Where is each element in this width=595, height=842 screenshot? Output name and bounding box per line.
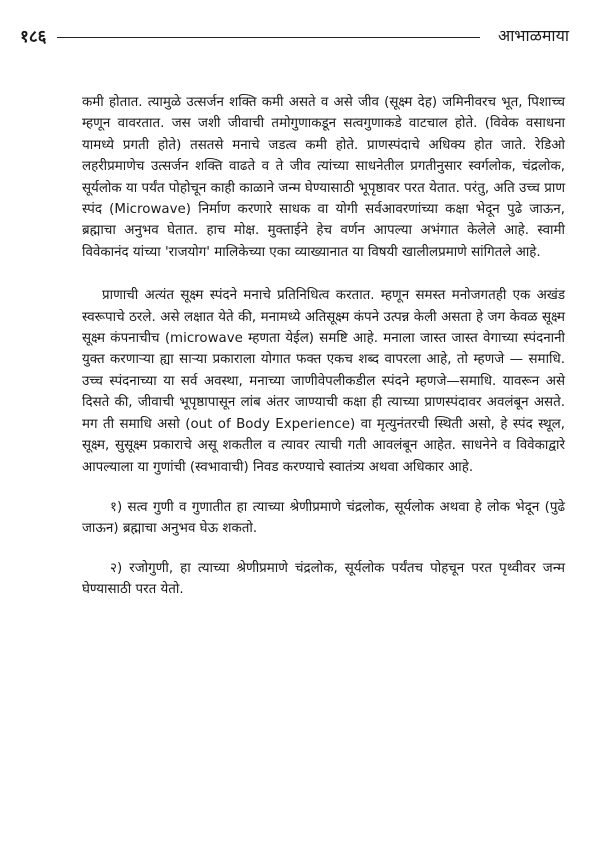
page-body: [82, 92, 565, 601]
page-number: १८६: [20, 26, 47, 47]
running-title: आभाळमाया: [497, 26, 569, 45]
body-paragraph: कमी होतात. त्यामुळे उत्सर्जन शक्ति कमी असते व असे जीव (सूक्ष्म देह) जमिनीवरच भूत, पिशाच्च म्हणून वावरतात. जस जशी जीवाची तमोगुणाकडून सत्वगुणाकडे वाटचाल होते. (विवेक वसाधना यामध्ये प्रगती होते) तसतसे मनाचे जडत्व कमी होते. प्राणस्पंदाचे अधिक्य होत जाते. रेडिओ लहरीप्रमाणेच उत्सर्जन शक्ति वाढते व ते जीव त्यांच्या साधनेतील प्रगतीनुसार स्वर्गलोक, चंद्रलोक, सूर्यलोक या पर्यंत पोहोचून काही काळाने जन्म घेण्यासाठी भूपृष्ठावर परत येतात. परंतु, अति उच्च प्राण स्पंद (Microwave) निर्माण करणारे साधक वा योगी सर्वआवरणांच्या कक्षा भेदून पुढे जाऊन, ब्रह्माचा अनुभव घेतात. हाच मोक्ष. मुक्ताईने हेच वर्णन आपल्या अभंगात केलेले आहे. स्वामी विवेकानंद यांच्या 'राजयोग' मालिकेच्या एका व्याख्यानात या विषयी खालीलप्रमाणे सांगितले आहे.: [82, 95, 565, 260]
list-item: २) रजोगुणी, हा त्याच्या श्रेणीप्रमाणे चंद्रलोक, सूर्यलोक पर्यंतच पोहचून परत पृथ्वीवर जन्म घेण्यासाठी परत येतो.: [82, 560, 565, 598]
header-rule: [57, 37, 480, 38]
body-paragraph: प्राणाची अत्यंत सूक्ष्म स्पंदने मनाचे प्रतिनिधित्व करतात. म्हणून समस्त मनोजगतही एक अखंड स्वरूपाचे ठरले. असे लक्षात येते की, मनामध्ये अतिसूक्ष्म कंपने उत्पन्न केली असता हे जग केवळ सूक्ष्म सूक्ष्म कंपनाचीच (microwave म्हणता येईल) समष्टि आहे. मनाला जास्त जास्त वेगाच्या स्पंदनानी युक्त करणाऱ्या ह्या साऱ्या प्रकाराला योगात फक्त एकच शब्द वापरला आहे, तो म्हणजे — समाधि. उच्च स्पंदनाच्या या सर्व अवस्था, मनाच्या जाणीवेपलीकडील स्पंदने म्हणजे—समाधि. यावरून असे दिसते की, जीवाची भूपृष्ठापासून लांब अंतर जाण्याची कक्षा ही त्याच्या प्राणस्पंदावर अवलंबून असते. मग ती समाधि असो (out of Body Experience) वा मृत्युनंतरची स्थिती असो, हे स्पंद स्थूल, सूक्ष्म, सुसूक्ष्म प्रकाराचे असू शकतील व त्यावर त्याची गती आवलंबून आहेत. साधनेने व विवेकाद्वारे आपल्याला या गुणांची (स्वभावाची) निवड करण्याचे स्वातंत्र्य अथवा अधिकार आहे.: [82, 288, 565, 475]
page-header: [20, 22, 569, 48]
list-item: १) सत्व गुणी व गुणातीत हा त्याच्या श्रेणीप्रमाणे चंद्रलोक, सूर्यलोक अथवा हे लोक भेदून (पुढे जाऊन) ब्रह्माचा अनुभव घेऊ शकतो.: [82, 499, 565, 537]
